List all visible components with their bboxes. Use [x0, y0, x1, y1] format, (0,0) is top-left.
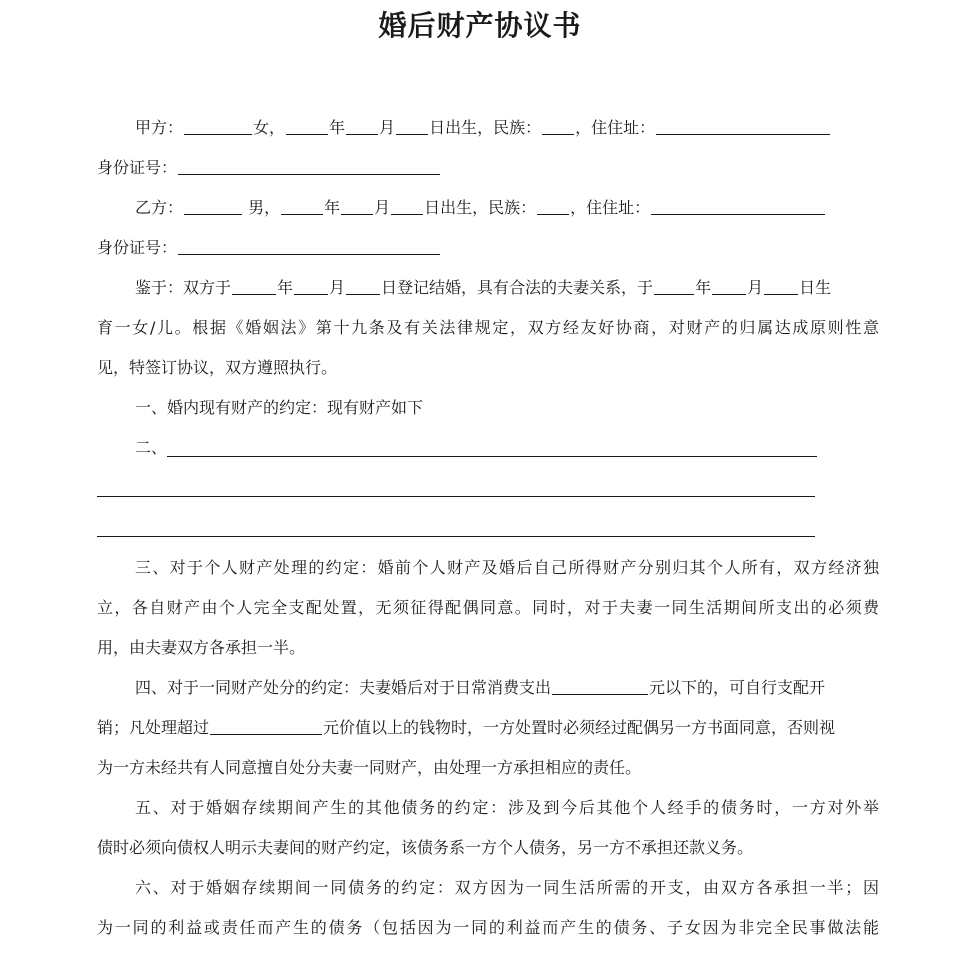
clause-1: 一、婚内现有财产的约定：现有财产如下 — [135, 398, 424, 417]
child-birth-year-blank[interactable] — [654, 276, 694, 295]
document-title: 婚后财产协议书 — [378, 9, 582, 42]
party-b-label: 乙方： — [135, 198, 184, 217]
preamble-line-1 — [97, 268, 879, 308]
party-a-ethnic-blank[interactable] — [542, 116, 574, 135]
clause-4-line-3: 为一方未经共有人同意擅自处分夫妻一同财产，由处理一方承担相应的责任。 — [97, 758, 642, 777]
party-b-day-blank[interactable] — [391, 196, 423, 215]
party-a-label: 甲方： — [135, 118, 184, 137]
party-a-year-label: 年 — [329, 118, 346, 137]
party-a-year-blank[interactable] — [286, 116, 328, 135]
preamble-year-label: 年 — [277, 278, 294, 297]
party-b-birth-ethnic-label: 日出生，民族： — [424, 198, 537, 217]
party-b-month-blank[interactable] — [341, 196, 373, 215]
clause-4-line-2 — [97, 708, 879, 748]
party-b-address-label: ，住住址： — [570, 198, 651, 217]
party-b-year-blank[interactable] — [281, 196, 323, 215]
preamble-line-3: 见，特签订协议，双方遵照执行。 — [97, 358, 338, 377]
clause-3-line-1: 三、对于个人财产处理的约定：婚前个人财产及婚后自己所得财产分别归其个人所有，双方经济独 — [135, 558, 879, 577]
preamble-year-label: 年 — [695, 278, 712, 297]
party-a-address-label: ，住住址： — [575, 118, 656, 137]
clause-2-blank-3[interactable] — [97, 516, 815, 537]
clause-2-blank-2[interactable] — [97, 476, 815, 497]
clause-5-line-1: 五、对于婚姻存续期间产生的其他债务的约定：涉及到今后其他个人经手的债务时，一方对外举 — [135, 798, 879, 817]
marriage-month-blank[interactable] — [294, 276, 328, 295]
party-a-id-line — [97, 148, 879, 188]
clause-4-text: 元以下的，可自行支配开 — [649, 678, 826, 697]
party-a-gender: 女， — [253, 118, 286, 137]
clause-3-line-2: 立，各自财产由个人完全支配处置，无须征得配偶同意。同时，对于夫妻一同生活期间所支出的必须费 — [97, 598, 879, 617]
preamble-text: 日登记结婚，具有合法的夫妻关系，于 — [381, 278, 654, 297]
party-b-line — [97, 188, 879, 228]
document-body — [97, 108, 879, 948]
clause-2-label: 二、 — [135, 438, 168, 457]
party-a-address-blank[interactable] — [656, 116, 830, 135]
party-a-day-blank[interactable] — [396, 116, 428, 135]
party-b-month-label: 月 — [374, 198, 391, 217]
daily-expense-limit-blank[interactable] — [552, 676, 648, 695]
clause-2-line — [97, 428, 879, 468]
property-value-limit-blank[interactable] — [210, 716, 322, 735]
clause-2-blank-1[interactable] — [167, 436, 817, 457]
clause-4-text: 元价值以上的钱物时，一方处置时必须经过配偶另一方书面同意，否则视 — [323, 718, 836, 737]
clause-4-line-1 — [97, 668, 879, 708]
party-b-name-blank[interactable] — [184, 196, 242, 215]
clause-5-line-2: 债时必须向债权人明示夫妻间的财产约定，该债务系一方个人债务，另一方不承担还款义务。 — [97, 838, 754, 857]
clause-6-line-1: 六、对于婚姻存续期间一同债务的约定：双方因为一同生活所需的开支，由双方各承担一半；因 — [135, 878, 879, 897]
preamble-month-label: 月 — [329, 278, 346, 297]
child-birth-month-blank[interactable] — [712, 276, 746, 295]
clause-4-text: 销；凡处理超过 — [97, 718, 210, 737]
party-b-year-label: 年 — [324, 198, 341, 217]
clause-3-line-3: 用，由夫妻双方各承担一半。 — [97, 638, 306, 657]
preamble-line-2: 育一女/儿。根据《婚姻法》第十九条及有关法律规定，双方经友好协商，对财产的归属达成原则性意 — [97, 318, 879, 337]
party-a-id-label: 身份证号： — [97, 158, 178, 177]
party-a-month-blank[interactable] — [346, 116, 378, 135]
party-b-address-blank[interactable] — [651, 196, 825, 215]
party-a-id-blank[interactable] — [178, 156, 440, 175]
preamble-month-label: 月 — [747, 278, 764, 297]
clause-4-text: 四、对于一同财产处分的约定：夫妻婚后对于日常消费支出 — [135, 678, 552, 697]
preamble-text: 鉴于：双方于 — [135, 278, 232, 297]
party-b-id-label: 身份证号： — [97, 238, 178, 257]
party-a-birth-ethnic-label: 日出生，民族： — [429, 118, 542, 137]
party-b-id-blank[interactable] — [178, 236, 440, 255]
party-a-name-blank[interactable] — [184, 116, 252, 135]
clause-2-blank-line-2 — [97, 468, 879, 508]
child-birth-day-blank[interactable] — [764, 276, 798, 295]
party-b-id-line — [97, 228, 879, 268]
clause-6-line-2: 为一同的利益或责任而产生的债务（包括因为一同的利益而产生的债务、子女因为非完全民事做法能 — [97, 918, 879, 937]
marriage-day-blank[interactable] — [346, 276, 380, 295]
clause-2-blank-line-3 — [97, 508, 879, 548]
party-a-month-label: 月 — [379, 118, 396, 137]
preamble-text: 日生 — [799, 278, 832, 297]
party-b-gender: 男， — [243, 198, 281, 217]
marriage-year-blank[interactable] — [232, 276, 276, 295]
party-b-ethnic-blank[interactable] — [537, 196, 569, 215]
party-a-line — [97, 108, 879, 148]
